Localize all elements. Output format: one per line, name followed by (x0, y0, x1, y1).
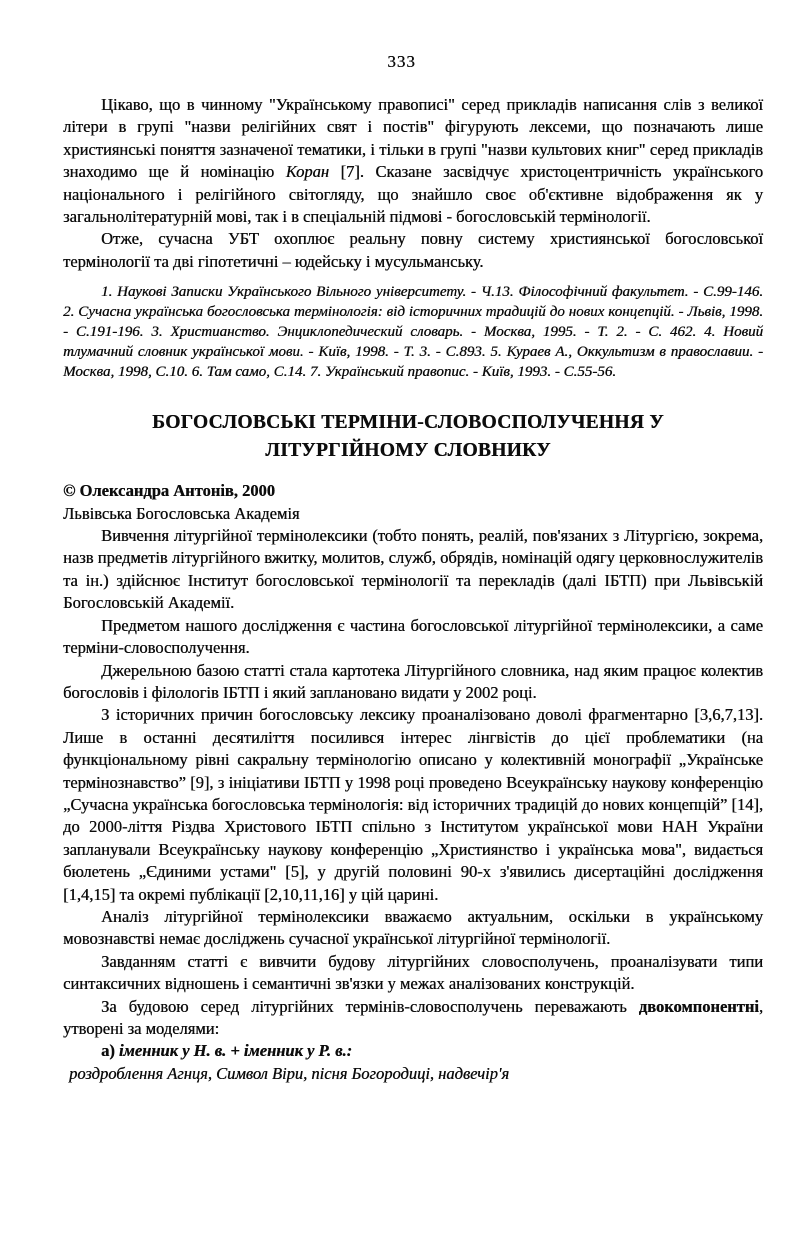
affiliation-line: Львівська Богословська Академія (63, 503, 300, 523)
intro-paragraph-2: Отже, сучасна УБТ охоплює реальну повну систему християнської богословської термінології та дві гіпотетичні – юдейську і мусульманську. (63, 229, 763, 271)
body-paragraph-4: З історичних причин богословську лексику проаналізовано доволі фрагментарно [3,6,7,13]. Лише в останні десятиліття посилився інтерес лінгвістів до цієї проблематики (на функціональному рівні сакральну термінологію описано у колективній монографії „Українське термінознавство” [9], з ініціативи ІБТП у 1998 році проведено Всеукраїнську наукову конференцію „Сучасна українська богословська термінологія: від історичних традицій до нових концепцій” [14], до 2000-ліття Різдва Христового ІБТП спільно з Інститутом української мови НАН України запланували Всеукраїнську наукову конференцію „Християнство і українська мова", видається бюлетень „Єдиними устами" [5], у другій половині 90-х з'явились дисертаційні дослідження [1,4,15] та окремі публікації [2,10,11,16] у цій царині. (63, 705, 763, 904)
model-a-examples: роздроблення Агнця, Символ Віри, пісня Богородиці, надвечір'я (69, 1063, 510, 1083)
text-segment: Цікаво, що в чинному "Українському правописі" серед прикладів написання слів з великої літери в групі "назви релігійних свят і постів" фігурують лексеми, що позначають лише християнські поняття зазначеної тематики, і тільки в групі "назви культових книг" серед прикладів знаходимо ще й номінацію (63, 95, 763, 182)
body-paragraph-5: Аналіз літургійної термінолексики вважаємо актуальним, оскільки в українському мовознавстві немає досліджень сучасної української літургійної термінології. (63, 906, 763, 949)
copyright-line: © Олександра Антонів, 2000 (63, 481, 275, 501)
footnote-references: 1. Наукові Записки Українського Вільного університету. - Ч.13. Філософічний факультет. - С.99-146. 2. Сучасна українська богословська термінологія: від історичних традицій до нових концепцій. - Львів, 1998. - С.191-196. 3. Христианство. Энциклопедический словарь. - Москва, 1995. - Т. 2. - С. 462. 4. Новий тлумачний словник української мови. - Київ, 1998. - Т. 3. - С.893. 5. Кураев А., Оккультизм в православии. - Москва, 1998, С.10. 6. Там само, С.14. 7. Український правопис. - Київ, 1993. - С.55-56. (63, 284, 763, 381)
article-title (63, 409, 753, 464)
model-a-formula: іменник у Н. в. + іменник у Р. в.: (118, 1041, 353, 1061)
body-paragraph-7 (63, 996, 763, 1041)
body-paragraph-2: Предметом нашого дослідження є частина богословської літургійної термінолексики, а саме терміни-словосполучення. (63, 615, 763, 658)
bold-term-two-component: двокомпонентні (638, 996, 759, 1016)
body-paragraph-3: Джерельною базою статті стала картотека Літургійного словника, над яким працює колектив богословів і філологів ІБТП і який заплановано видати у 2002 році. (63, 660, 763, 702)
text-segment: [7]. Сказане засвідчує христоцентричність українського національного і релігійного світогляду, що знайшло своє об'єктивне відображення як у загальнолітературній мові, так і в спеціальній підмові - богословській термінології. (63, 162, 763, 227)
model-a-label: а) (101, 1041, 119, 1061)
article-byline (63, 480, 763, 525)
italic-term-koran: Коран (285, 162, 329, 182)
body-paragraph-6: Завданням статті є вивчити будову літургійних словосполучень, проаналізувати типи синтаксичних відношень і семантичні зв'язки у межах аналізованих конструкцій. (63, 951, 763, 994)
body-paragraph-1: Вивчення літургійної термінолексики (тобто понять, реалій, пов'язаних з Літургією, зокрема, назв предметів літургійного вжитку, молитов, служб, обрядів, номінацій одягу церковнослужителів та ін.) здійснює Інститут богословської термінології та перекладів (далі ІБТП) при Львівській Богословській Академії. (63, 526, 763, 613)
intro-paragraph-1 (63, 94, 763, 228)
text-segment: За будовою серед літургійних термінів-словосполучень переважають (101, 996, 639, 1016)
model-a-line (63, 1040, 763, 1062)
article-body (63, 525, 763, 1085)
page-number: 333 (387, 52, 416, 71)
text-segment: , утворені за моделями: (63, 996, 763, 1038)
article-title-line-1: БОГОСЛОВСЬКІ ТЕРМІНИ-СЛОВОСПОЛУЧЕННЯ У (152, 412, 664, 434)
article-title-line-2: ЛІТУРГІЙНОМУ СЛОВНИКУ (265, 439, 551, 461)
intro-section (63, 94, 763, 273)
